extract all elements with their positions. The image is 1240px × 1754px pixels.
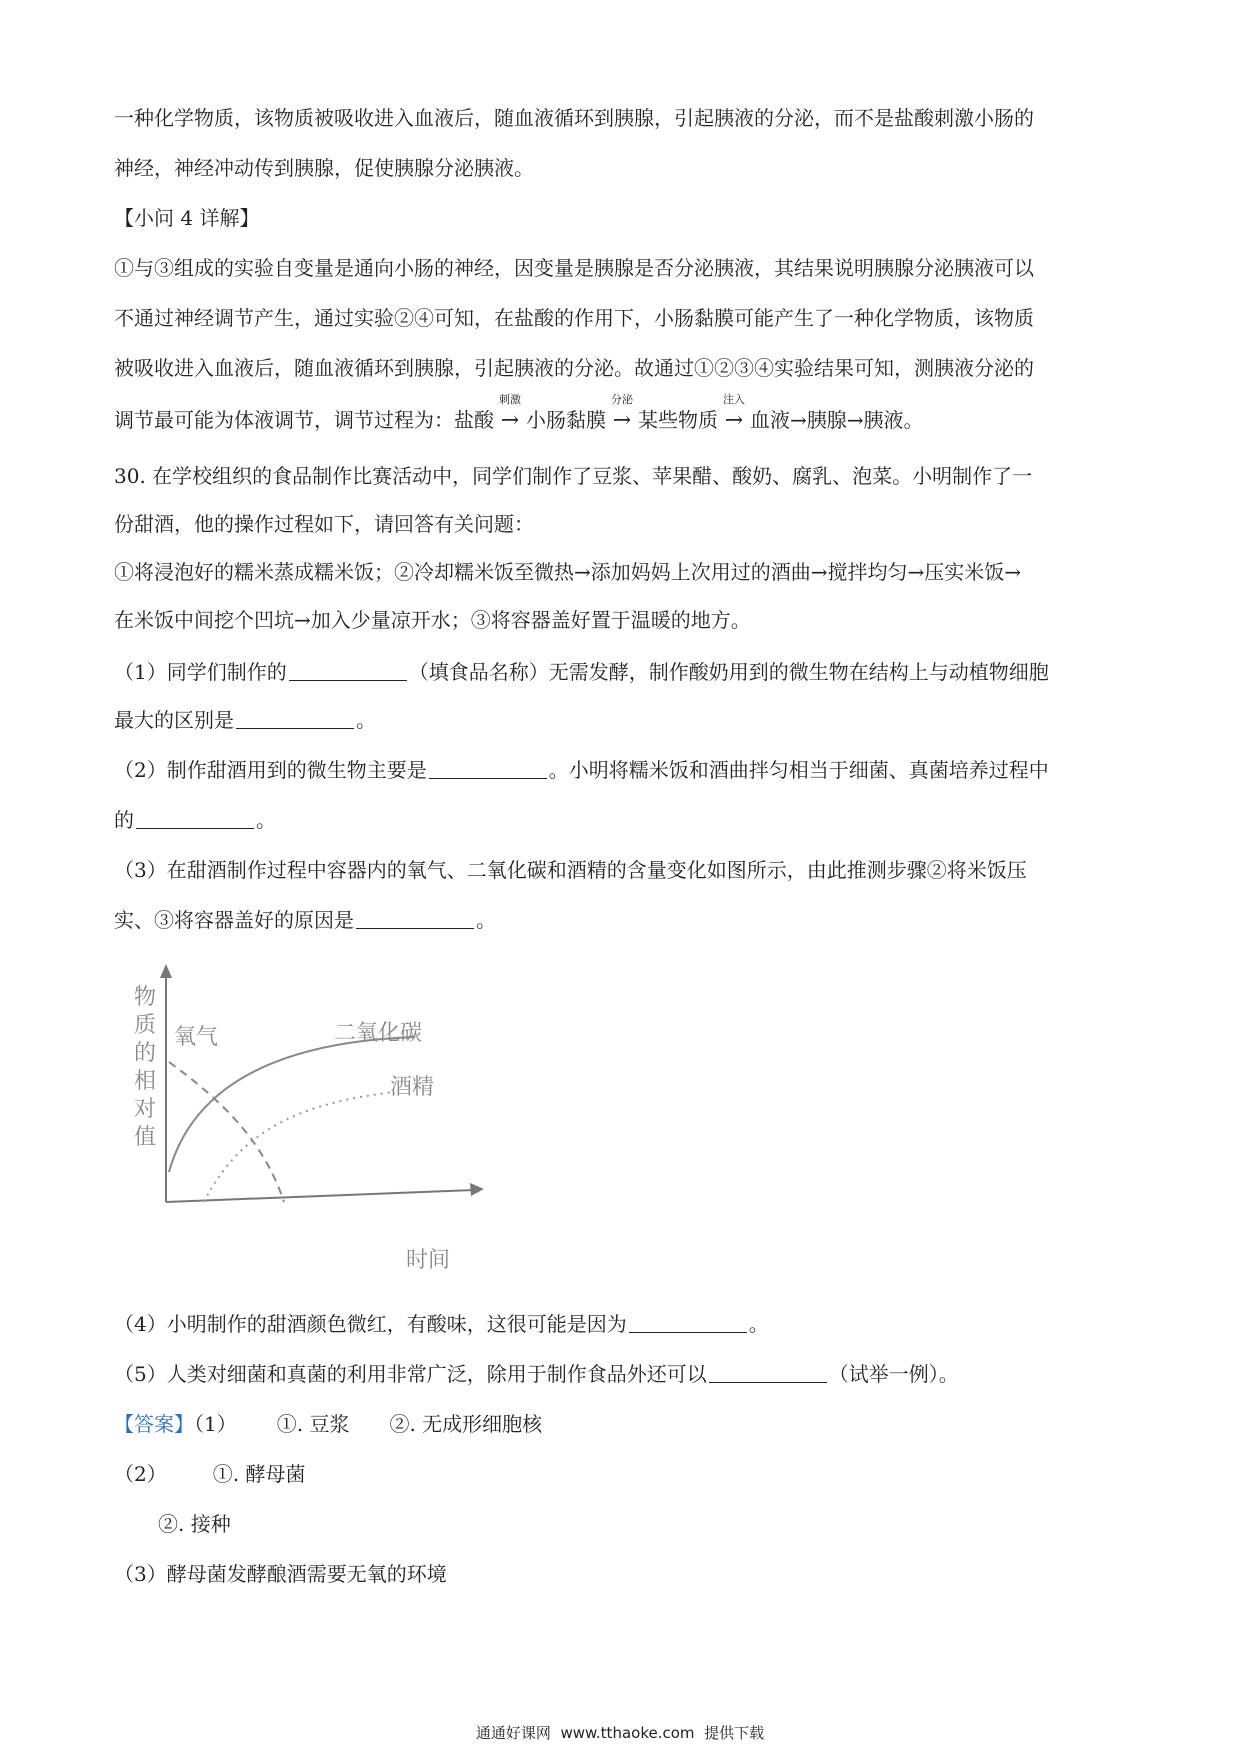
y-axis-label-char: 物 [134,985,157,1010]
subquestion-text: 实、③将容器盖好的原因是 [114,908,354,932]
arrow-icon: → [500,408,520,433]
subquestion-1 [114,658,1049,686]
subquestion-3-cont [114,906,496,934]
subquestion-4 [114,1310,769,1338]
answer-number: （2） [114,1462,167,1486]
answer-item: ②. 接种 [158,1512,231,1536]
y-axis-label-char: 值 [134,1125,157,1150]
subquestion-2-cont [114,806,276,834]
page-footer [0,1722,1240,1743]
subquestion-text: 的 [114,808,134,832]
y-axis-label-char: 对 [134,1097,157,1122]
series-label-carbon-dioxide: 二氧化碳 [334,1021,423,1046]
answer-blank[interactable] [236,708,354,729]
answer-blank[interactable] [136,808,254,829]
subquestion-text: （1）同学们制作的 [114,660,287,684]
answer-line-2 [114,1460,305,1488]
section-heading: 【小问 4 详解】 [114,206,260,230]
arrow-icon: → [724,408,744,433]
punctuation: 。 [356,708,376,732]
gas-content-chart [114,962,494,1282]
regulation-flow [114,393,924,435]
flow-intro: 调节最可能为体液调节，调节过程为：盐酸 [114,408,494,432]
answer-line-2b [158,1510,231,1538]
answer-line-1 [114,1410,542,1438]
y-axis-label-char: 的 [134,1041,157,1066]
subquestion-text: （试举一例）。 [828,1362,959,1386]
footer-site: 通通好课网 [475,1724,551,1742]
flow-arrow [496,393,524,435]
flow-arrow [608,393,636,435]
procedure-steps: 在米饭中间挖个凹坑→加入少量凉开水；③将容器盖好置于温暖的地方。 [114,608,751,632]
paragraph-line: 不通过神经调节产生，通过实验②④可知，在盐酸的作用下，小肠黏膜可能产生了一种化学物质，该物质 [114,306,1034,330]
paragraph-line: 被吸收进入血液后，随血液循环到胰腺，引起胰液的分泌。故通过①②③④实验结果可知，测胰液分泌的 [114,356,1034,380]
y-axis-label [134,985,156,1150]
subquestion-text: （4）小明制作的甜酒颜色微红，有酸味，这很可能是因为 [114,1312,627,1336]
footer-url[interactable]: www.tthaoke.com [560,1724,695,1742]
flow-arrow [720,393,748,435]
subquestion-text: （2）制作甜酒用到的微生物主要是 [114,758,427,782]
subquestion-text: 最大的区别是 [114,708,234,732]
punctuation: 。 [748,1312,769,1336]
answer-blank[interactable] [356,908,474,929]
answer-item: ②. 无成形细胞核 [389,1412,543,1436]
series-label-oxygen: 氧气 [174,1025,219,1050]
answer-number: （1） [194,1412,237,1436]
flow-arrow-label: 刺激 [499,393,521,406]
subquestion-2 [114,756,1049,784]
question-stem: 30. 在学校组织的食品制作比赛活动中，同学们制作了豆浆、苹果醋、酸奶、腐乳、泡菜。小明制作了一 [114,464,1033,488]
answer-item: ①. 酵母菌 [212,1462,306,1486]
answer-blank[interactable] [709,1362,827,1383]
paragraph-line: 一种化学物质，该物质被吸收进入血液后，随血液循环到胰腺，引起胰液的分泌，而不是盐酸刺激小肠的 [114,106,1034,130]
alcohol-curve [204,1092,394,1202]
subquestion-text: （填食品名称）无需发酵，制作酸奶用到的微生物在结构上与动植物细胞 [408,660,1049,684]
flow-step: 小肠黏膜 [526,408,606,432]
answer-tag: 【答案】 [114,1412,194,1436]
subquestion-1-cont [114,706,376,734]
subquestion-text: （5）人类对细菌和真菌的利用非常广泛，除用于制作食品外还可以 [114,1362,707,1386]
answer-blank[interactable] [429,758,547,779]
flow-tail: 血液→胰腺→胰液。 [750,408,924,432]
answer-item: ①. 豆浆 [276,1412,350,1436]
paragraph-line: ①与③组成的实验自变量是通向小肠的神经，因变量是胰腺是否分泌胰液，其结果说明胰腺分泌胰液可以 [114,256,1034,280]
y-axis-label-char: 质 [134,1013,157,1038]
procedure-steps: ①将浸泡好的糯米蒸成糯米饭；②冷却糯米饭至微热→添加妈妈上次用过的酒曲→搅拌均匀→压实米饭→ [114,560,1022,584]
subquestion-text: 。小明将糯米饭和酒曲拌匀相当于细菌、真菌培养过程中 [548,758,1049,782]
subquestion-5 [114,1360,959,1388]
x-axis-label: 时间 [406,1248,451,1273]
flow-arrow-label: 注入 [723,393,745,406]
answer-blank[interactable] [289,660,407,681]
answer-blank[interactable] [629,1312,747,1333]
paragraph-line: 神经，神经冲动传到胰腺，促使胰腺分泌胰液。 [114,156,534,180]
answer-line-3: （3）酵母菌发酵酿酒需要无氧的环境 [114,1562,447,1586]
subquestion-3: （3）在甜酒制作过程中容器内的氧气、二氧化碳和酒精的含量变化如图所示，由此推测步骤②将米饭压 [114,858,1027,882]
footer-suffix: 提供下载 [704,1724,765,1742]
punctuation: 。 [256,808,276,832]
carbon-dioxide-curve [169,1037,414,1172]
series-label-alcohol: 酒精 [390,1075,435,1100]
flow-arrow-label: 分泌 [611,393,633,406]
punctuation: 。 [476,908,496,932]
y-axis-label-char: 相 [134,1069,157,1094]
x-axis [166,1183,484,1202]
flow-step: 某些物质 [638,408,718,432]
question-stem: 份甜酒，他的操作过程如下，请回答有关问题： [114,512,534,536]
arrow-icon: → [612,408,632,433]
